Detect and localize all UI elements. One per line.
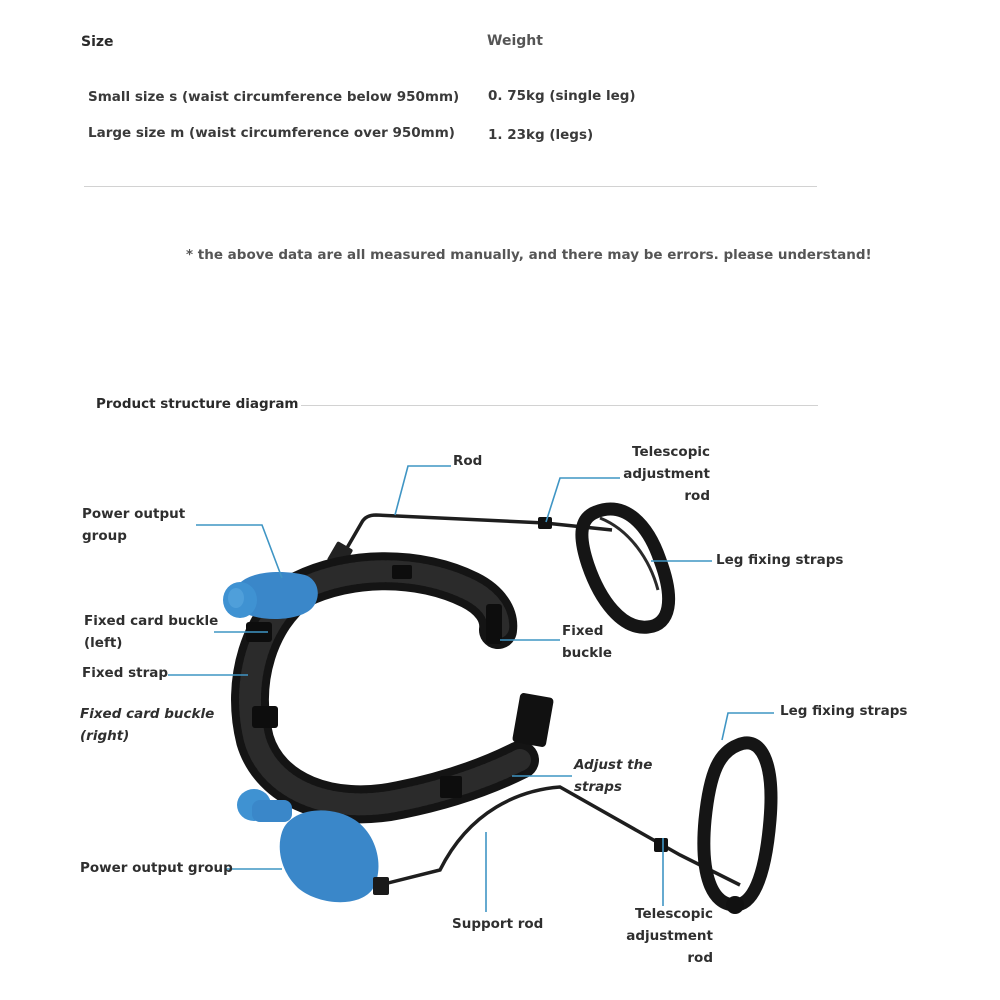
label-telescopic-top — [600, 441, 710, 507]
label-adjust-straps — [574, 754, 652, 798]
weight-column-header: Weight — [487, 33, 543, 49]
label-rod: Rod — [453, 453, 483, 469]
label-power-output-top — [82, 503, 185, 547]
label-fixed-buckle — [562, 620, 612, 664]
label-leg-straps-bottom: Leg fixing straps — [780, 703, 908, 719]
label-power-output-top-line1: Power output — [82, 506, 186, 522]
table-row-large-size: Large size m (waist circumference over 950mm) — [88, 125, 455, 141]
label-telescopic-top-line2: adjustment — [623, 466, 710, 482]
label-card-buckle-right-line2: (right) — [80, 728, 130, 744]
table-row-small-weight: 0. 75kg (single leg) — [488, 88, 636, 104]
label-telescopic-bottom-line2: adjustment — [626, 928, 713, 944]
label-card-buckle-left-line1: Fixed card buckle — [84, 613, 219, 629]
label-leg-straps-top: Leg fixing straps — [716, 552, 844, 568]
label-telescopic-bottom-line3: rod — [687, 950, 713, 966]
size-column-header: Size — [81, 34, 114, 50]
table-row-large-weight: 1. 23kg (legs) — [488, 127, 594, 143]
lower-leg-strap — [704, 743, 771, 914]
label-telescopic-top-line3: rod — [684, 488, 710, 504]
label-card-buckle-left-line2: (left) — [84, 635, 123, 651]
label-card-buckle-left — [84, 610, 218, 654]
label-adjust-straps-line1: Adjust the — [574, 757, 653, 773]
label-fixed-strap: Fixed strap — [82, 665, 168, 681]
label-card-buckle-right — [80, 703, 214, 747]
label-telescopic-bottom-line1: Telescopic — [635, 906, 713, 922]
leader-leg-straps-bottom — [722, 713, 774, 740]
label-card-buckle-right-line1: Fixed card buckle — [80, 706, 215, 722]
label-telescopic-bottom — [603, 903, 713, 969]
label-power-output-top-line2: group — [82, 528, 127, 544]
measurement-note: * the above data are all measured manually, and there may be errors. please understand! — [186, 247, 872, 263]
label-power-output-bottom: Power output group — [80, 860, 233, 876]
leader-rod — [395, 466, 451, 515]
label-fixed-buckle-line1: Fixed — [562, 623, 604, 639]
table-row-small-size: Small size s (waist circumference below 950mm) — [88, 89, 460, 105]
label-telescopic-top-line1: Telescopic — [632, 444, 710, 460]
label-support-rod: Support rod — [452, 916, 544, 932]
label-adjust-straps-line2: straps — [574, 779, 622, 795]
leader-power-output-top — [196, 525, 282, 578]
diagram-title: Product structure diagram — [96, 396, 299, 412]
label-fixed-buckle-line2: buckle — [562, 645, 613, 661]
upper-power-unit — [223, 572, 318, 619]
